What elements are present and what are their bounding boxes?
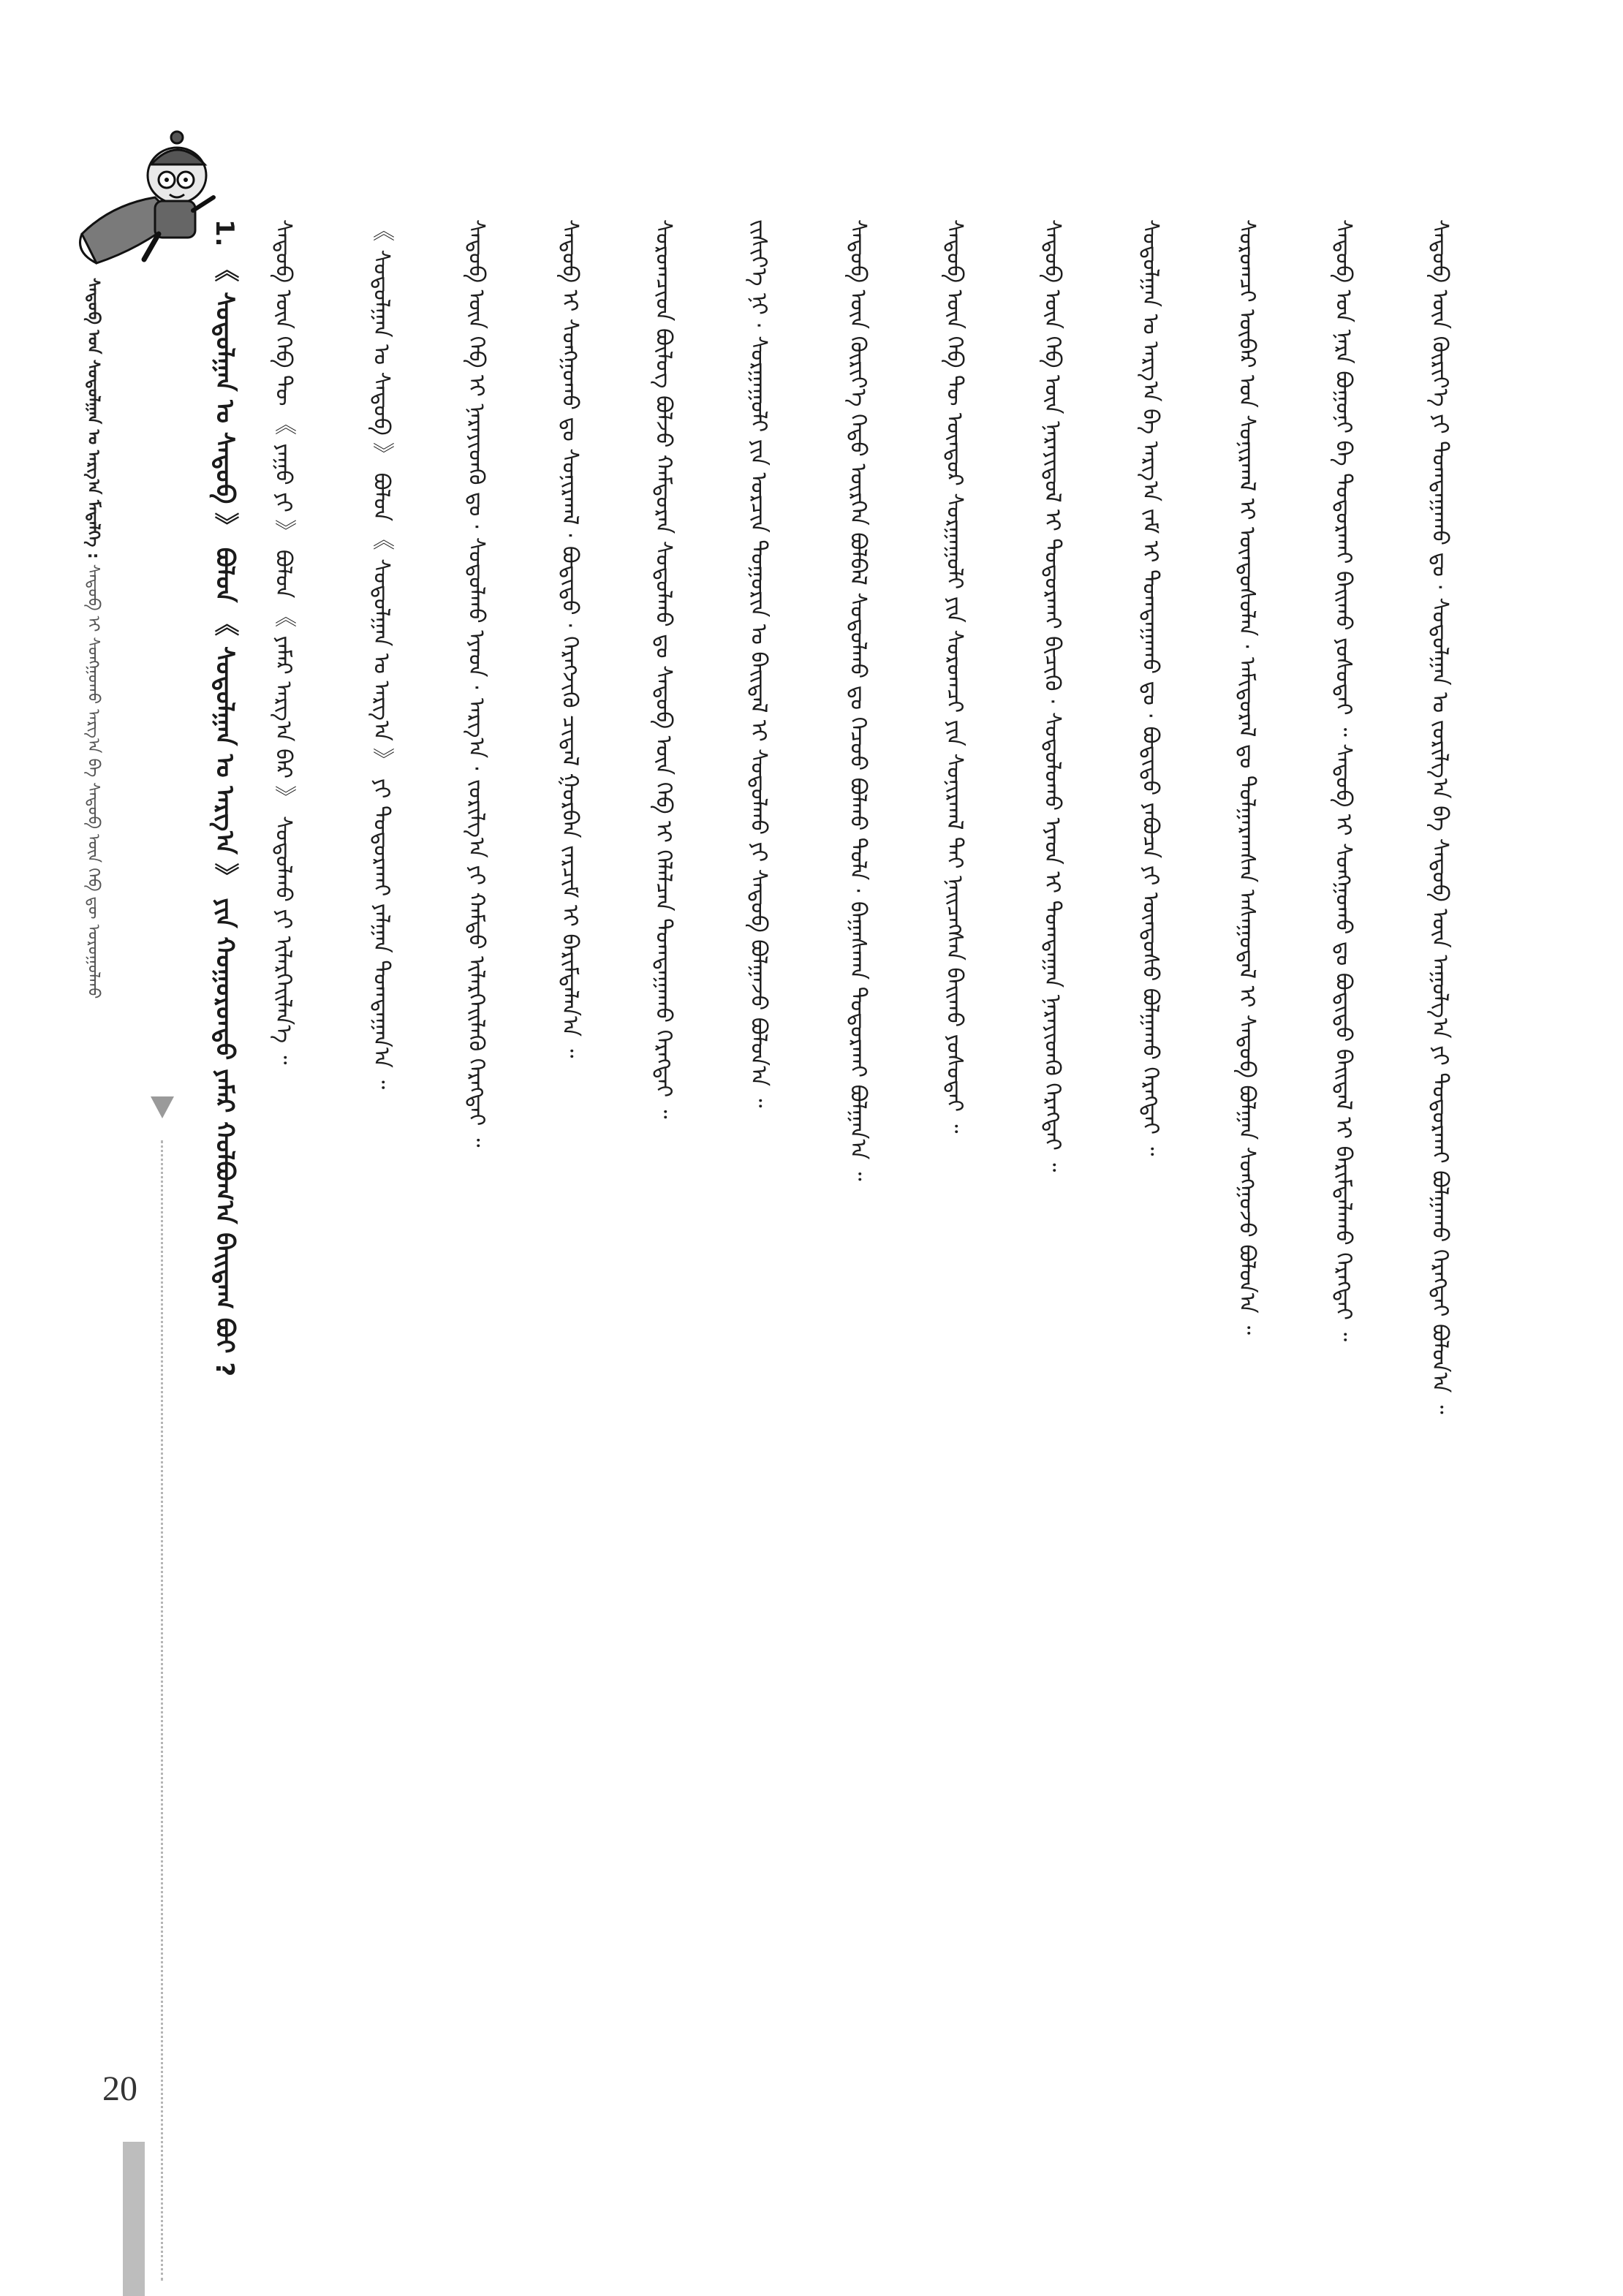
body-column: 《 ᠰᠤᠳᠤᠯᠭᠠᠨ ᠤ ᠰᠡᠳᠦᠪ 》 ᠪᠣᠯᠤᠨ 《 ᠰᠤᠳᠤᠯᠭᠠᠨ ᠤ ᠠᠷᠭ᠎ᠠ 》 ᠶᠢ ᠲᠣᠳᠣᠷᠬᠠᠢ ᠶᠠᠯᠭᠠᠨ ᠲᠣᠭᠲᠠᠭᠠᠨ᠎ᠠ ᠃ xyxy=(368,219,394,1090)
body-column: ᠵᠢᠱᠢᠶ᠎ᠡ ᠨᠢ · ᠰᠤᠷᠭᠠᠭᠤᠯᠢ ᠶᠢᠨ ᠣᠷᠴᠢᠨ ᠲᠣᠭᠣᠷᠢᠨ ᠤ ᠪᠠᠢᠳᠠᠯ ᠢ ᠰᠤᠳᠤᠯᠬᠤ ᠶᠢ ᠰᠡᠳᠦᠪ ᠪᠣᠯᠭᠠᠵᠤ ᠪᠣᠯᠤᠨ᠎ᠠ ᠃ xyxy=(746,219,771,1108)
body-column: ᠰᠡᠳᠦᠪ ᠢ ᠰᠣᠩᠭᠣᠬᠤ ᠳᠤ ᠰᠣᠨᠢᠷᠬᠠᠯ · ᠪᠣᠳᠢᠳᠤ · ᠬᠡᠷᠡᠭᠵᠢᠬᠦ ᠴᠢᠳᠠᠯ ᠭᠤᠷᠪᠠᠨ ᠵᠠᠷᠴᠢᠮ ᠢ ᠪᠠᠷᠢᠮᠲᠠᠯᠠᠨ᠎ᠠ ᠃ xyxy=(557,219,583,1058)
body-column: ᠰᠤᠳᠤᠯᠭᠠᠨ ᠤ ᠠᠷᠭ᠎ᠠ ᠪᠠ ᠠᠷᠭ᠎ᠠ ᠵᠠᠮ ᠢ ᠲᠣᠭᠲᠠᠭᠠᠬᠤ ᠳᠤ · ᠪᠣᠳᠢᠳᠤ ᠶᠠᠪᠤᠴᠠ ᠶᠢ ᠦᠨᠳᠦᠰᠦ ᠪᠣᠯᠭᠠᠬᠤ ᠬᠡᠷᠡᠭᠲᠡᠢ ᠃ xyxy=(1138,219,1163,1156)
running-head-subtitle: ᠰᠡᠳᠦᠪ ᠢ ᠰᠣᠩᠭᠣᠬᠤ ᠠᠷᠭ᠎ᠠ ᠪᠠ ᠰᠡᠳᠦᠪ ᠦᠨ ᠬᠡᠪ ᠳᠦ ᠣᠷᠣᠭᠤᠯᠬᠤ xyxy=(84,564,102,999)
body-column: ᠰᠡᠳᠦᠪ ᠦᠨ ᠬᠦᠷᠢᠶ᠎ᠡ ᠬᠡᠲᠦ ᠥᠷᠭᠡᠨ ᠪᠣᠯᠪᠠᠯ ᠰᠤᠳᠤᠯᠬᠤ ᠳᠤ ᠬᠡᠴᠦᠦ ᠪᠣᠯᠬᠤ ᠲᠤᠯᠠ · ᠪᠠᠭᠠᠰᠬᠠᠨ ᠲᠣᠳᠣᠷᠬᠠᠢ ᠪᠣᠯᠭᠠᠨ᠎ᠠ ᠃ xyxy=(845,219,871,1181)
question-heading xyxy=(206,219,243,2054)
running-head-title: ᠰᠡᠳᠦᠪ ᠤᠨ ᠰᠤᠳᠤᠯᠭᠠᠨ ᠤ ᠠᠷᠭ᠎ᠠ ᠮᠡᠳᠡᠯᠭᠡ : xyxy=(84,278,102,559)
body-column: ᠰᠡᠳᠦᠪ ᠦᠨ ᠬᠡᠪ ᠢ ᠨᠡᠷᠡᠶᠢᠳᠬᠦ ᠳᠤ · ᠰᠤᠳᠤᠯᠬᠤ ᠡᠶᠡᠳ · ᠠᠷᠭ᠎ᠠ · ᠵᠣᠷᠢᠯᠭ᠎ᠠ ᠶᠢ ᠬᠠᠮᠲᠤ ᠢᠯᠡᠷᠬᠡᠢᠯᠡᠬᠦ ᠬᠡᠷᠡᠭᠲᠡᠢ ᠃ xyxy=(464,219,489,1148)
body-column: ᠰᠡᠳᠦᠪ ᠦᠨ ᠬᠦᠷᠢᠶ᠎ᠡ ᠶᠢ ᠲᠣᠭᠲᠠᠭᠠᠬᠤ ᠳᠤ · ᠰᠤᠳᠤᠯᠭᠠᠨ ᠤ ᠵᠣᠷᠢᠯᠭ᠎ᠠ ᠪᠠ ᠰᠡᠳᠦᠪ ᠦᠨ ᠠᠭᠤᠯᠭ᠎ᠠ ᠶᠢ ᠲᠣᠳᠣᠷᠬᠠᠢ ᠪᠣᠯᠭᠠᠬᠤ ᠬᠡᠷᠡᠭᠲᠡᠢ ᠪᠣᠯᠤᠨ᠎ᠠ ᠃ xyxy=(1427,219,1453,1414)
running-head-dotted-line xyxy=(161,1140,163,2281)
question-text: 《 ᠰᠤᠳᠤᠯᠭᠠᠨ ᠤ ᠰᠡᠳᠦᠪ 》 ᠪᠣᠯᠤᠨ 《 ᠰᠤᠳᠤᠯᠭᠠᠨ ᠤ ᠠᠷᠭ᠎ᠠ 》 ᠶᠢᠨ ᠬᠣᠭᠣᠷᠣᠨᠳᠤ ᠶᠠᠮᠠᠷ ᠬᠣᠯᠪᠣᠭ᠎ᠠ ᠪᠠᠢᠳᠠᠭ ᠪᠤᠢ ? xyxy=(210,257,239,1377)
body-column: ᠰᠤᠷᠤᠭᠴᠢᠳ ᠪᠦᠯᠦᠭ ᠪᠣᠯᠵᠤ ᠬᠠᠮᠲᠤᠷᠠᠨ ᠰᠤᠳᠤᠯᠬᠤ ᠳᠤ ᠰᠡᠳᠦᠪ ᠦᠨ ᠬᠡᠪ ᠢ ᠬᠡᠯᠡᠯᠴᠡᠨ ᠲᠣᠭᠲᠠᠭᠠᠬᠤ ᠬᠡᠷᠡᠭᠲᠡᠢ ᠃ xyxy=(651,219,676,1119)
running-head-arrow-icon xyxy=(151,1096,174,1118)
body-column: ᠰᠡᠳᠦᠪ ᠦᠨ ᠬᠡᠪ ᠦᠨ ᠨᠡᠷᠡᠶᠢᠳᠦᠯ ᠢ ᠲᠣᠳᠣᠷᠬᠠᠢ ᠪᠢᠴᠢᠬᠦ · ᠰᠤᠳᠤᠯᠤᠬᠤ ᠡᠶᠡᠳ ᠢ ᠲᠣᠭᠲᠠᠭᠠᠨ ᠨᠡᠷᠡᠶᠢᠳᠬᠦ ᠬᠡᠷᠡᠭᠲᠡᠢ ᠃ xyxy=(1040,219,1065,1172)
mascot-illustration xyxy=(67,124,221,278)
question-number: 1. xyxy=(210,219,239,248)
body-column: ᠰᠡᠳᠦᠪ ᠦᠨ ᠬᠡᠪ ᠲᠦ 《 ᠶᠠᠭᠤ ᠶᠢ 》 ᠪᠣᠯᠤᠨ 《 ᠶᠠᠮᠠᠷ ᠠᠷᠭ᠎ᠠ ᠪᠠᠷ 》 ᠰᠤᠳᠤᠯᠬᠤ ᠶᠢ ᠢᠯᠡᠷᠬᠡᠢᠯᠡᠨ᠎ᠡ ᠃ xyxy=(270,219,296,1065)
running-head xyxy=(79,278,107,1140)
page-number: 20 xyxy=(102,2069,137,2108)
body-column: ᠰᠤᠷᠤᠭᠴᠢ ᠥᠪᠡᠷ ᠤᠨ ᠰᠣᠨᠢᠷᠬᠠᠯ ᠢ ᠦᠨᠳᠦᠰᠦᠯᠡᠨ · ᠠᠮᠢᠳᠤᠷᠠᠯ ᠳᠤ ᠲᠤᠯᠭᠠᠷᠠᠭᠰᠠᠨ ᠠᠰᠠᠭᠤᠳᠠᠯ ᠢ ᠰᠡᠳᠦᠪ ᠪᠣᠯᠭᠠᠨ ᠰᠣᠩᠭᠣᠵᠤ ᠪᠣᠯᠤᠨ᠎ᠠ ᠃ xyxy=(1234,219,1260,1335)
body-column: ᠰᠡᠳᠦᠪ ᠤᠨ ᠨᠡᠷᠡ ᠪᠣᠭᠤᠨᠢ ᠪᠠ ᠲᠣᠳᠣᠷᠬᠠᠢ ᠪᠠᠢᠬᠤ ᠶᠣᠰᠤᠲᠠᠢ ᠃ ᠰᠡᠳᠦᠪ ᠢ ᠰᠣᠩᠭᠣᠬᠤ ᠳᠤ ᠪᠣᠳᠢᠳᠤ ᠪᠠᠢᠳᠠᠯ ᠢ ᠪᠠᠷᠢᠮᠲᠠᠯᠠᠬᠤ ᠬᠡᠷᠡᠭᠲᠡᠢ ᠃ xyxy=(1331,219,1356,1342)
page-edge-tab xyxy=(123,2142,145,2296)
body-column: ᠰᠡᠳᠦᠪ ᠦᠨ ᠬᠡᠪ ᠲᠦ ᠥᠨᠳᠦᠷ ᠰᠤᠷᠭᠠᠭᠤᠯᠢ ᠶᠢᠨ ᠰᠤᠷᠤᠭᠴᠢ ᠶᠢᠨ ᠰᠣᠨᠢᠷᠬᠠᠯ ᠲᠠᠢ ᠨᠡᠢᠴᠡᠭᠰᠡᠨ ᠪᠠᠢᠬᠤ ᠶᠣᠰᠤᠲᠠᠢ ᠃ xyxy=(942,219,967,1134)
